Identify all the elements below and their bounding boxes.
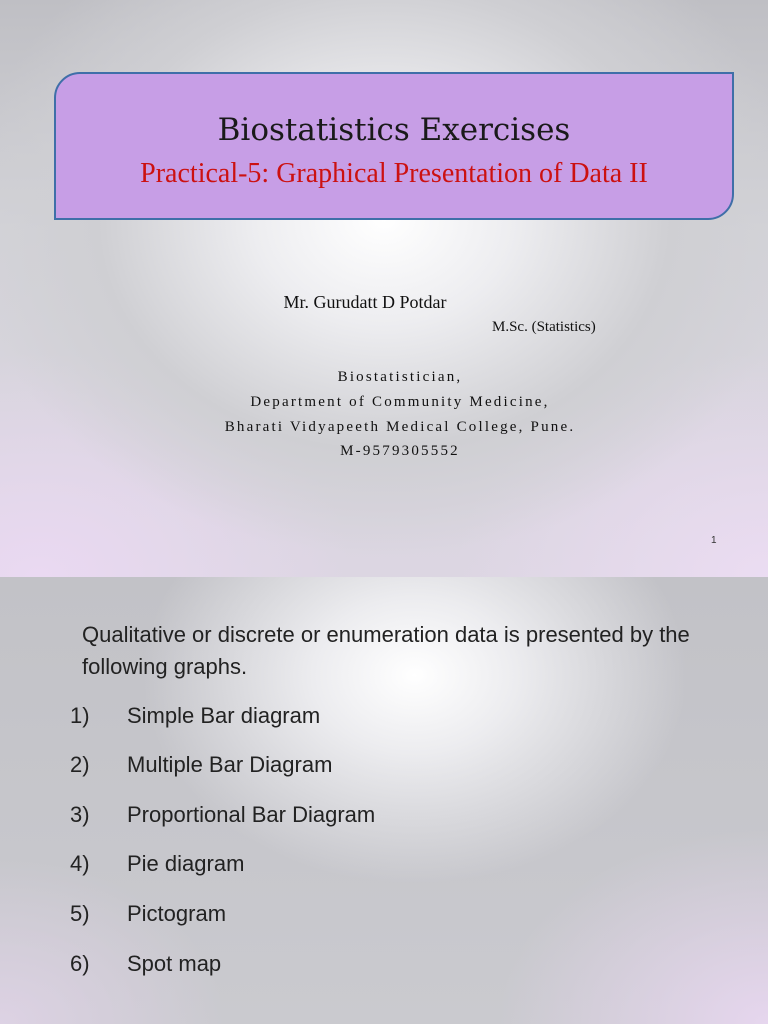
title-box xyxy=(54,72,734,220)
list-item xyxy=(70,802,670,832)
list-item-number: 3) xyxy=(70,802,90,827)
list-item xyxy=(70,901,670,931)
list-item xyxy=(70,703,670,733)
slide-subtitle: Practical-5: Graphical Presentation of Data II xyxy=(140,158,648,189)
affiliation-line-phone: M-9579305552 xyxy=(340,443,460,459)
list-item xyxy=(70,752,670,782)
list-item xyxy=(70,851,670,881)
intro-text: Qualitative or discrete or enumeration data is presented by the following graphs. xyxy=(82,622,690,679)
author-name: Mr. Gurudatt D Potdar xyxy=(283,292,447,312)
list-item-text: Pie diagram xyxy=(127,851,245,876)
list-item-number: 4) xyxy=(70,851,90,876)
affiliation-line-department: Department of Community Medicine, xyxy=(250,394,550,410)
list-item xyxy=(70,951,670,981)
list-item-text: Pictogram xyxy=(127,901,227,926)
list-item-number: 2) xyxy=(70,752,90,777)
slide-number: 1 xyxy=(711,535,717,546)
author-degree: M.Sc. (Statistics) xyxy=(492,319,596,335)
affiliation-line-title: Biostatistician, xyxy=(337,369,463,385)
list-item-number: 5) xyxy=(70,901,90,926)
list-item-text: Spot map xyxy=(127,951,222,976)
slide-2 xyxy=(0,577,768,1024)
affiliation-line-college: Bharati Vidyapeeth Medical College, Pune. xyxy=(224,419,576,435)
list-item-text: Multiple Bar Diagram xyxy=(127,752,333,777)
list-item-number: 1) xyxy=(70,703,90,728)
slide-title: Biostatistics Exercises xyxy=(217,112,571,148)
list-item-text: Proportional Bar Diagram xyxy=(127,802,376,827)
list-item-number: 6) xyxy=(70,951,90,976)
list-item-text: Simple Bar diagram xyxy=(127,703,321,728)
